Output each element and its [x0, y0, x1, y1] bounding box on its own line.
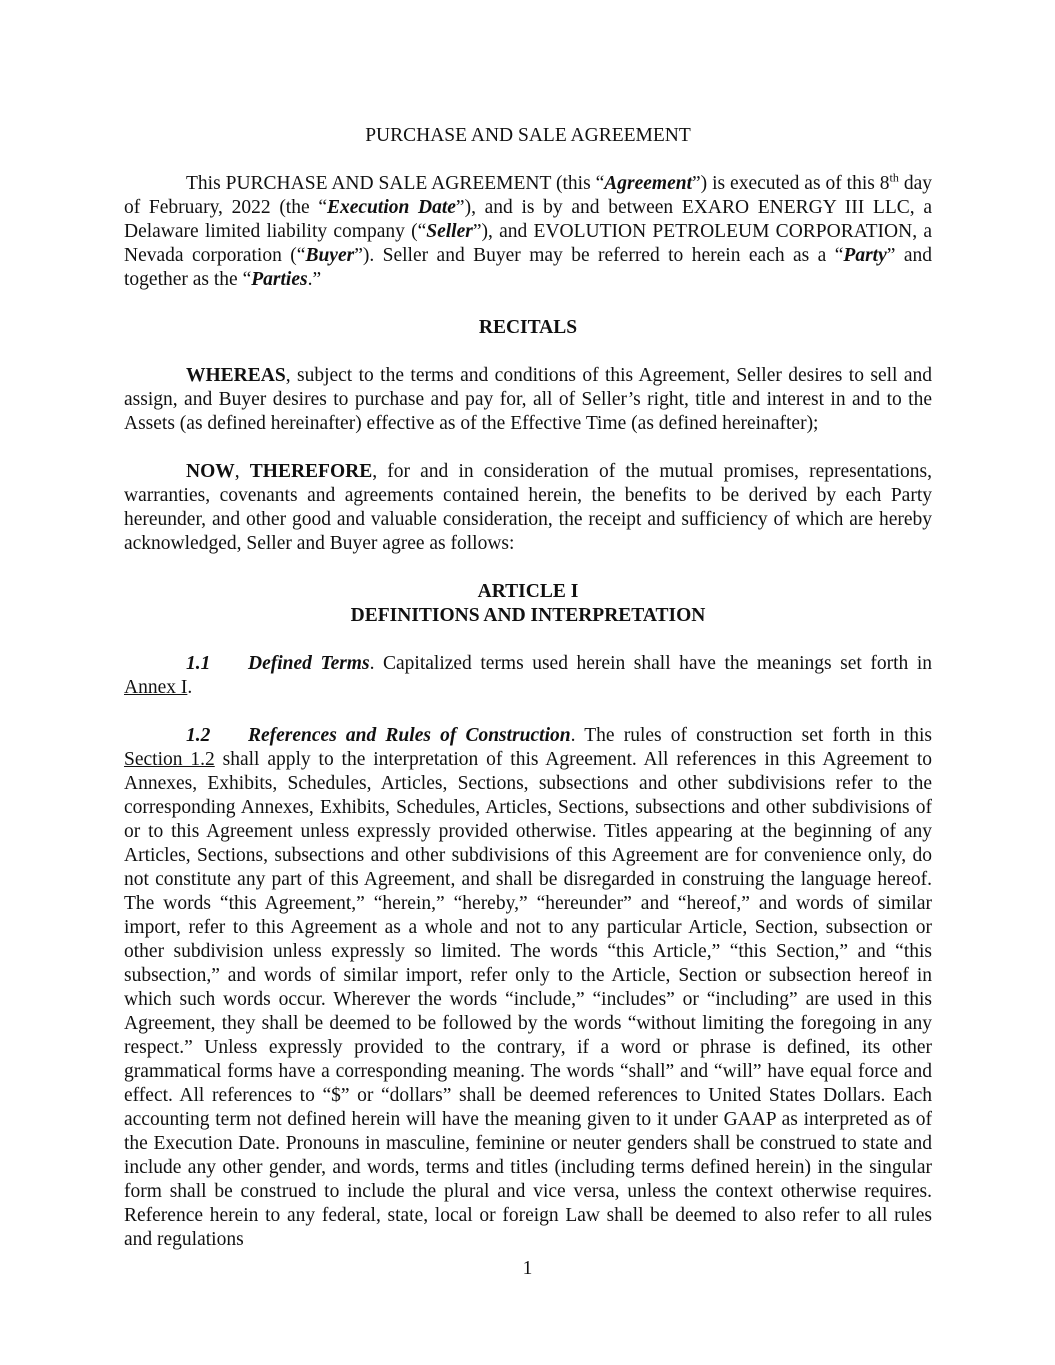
spacer	[124, 148, 932, 172]
defined-term-party: Party	[843, 245, 887, 266]
section-1-1	[124, 652, 932, 700]
section-reference: Section 1.2	[124, 749, 215, 770]
intro-paragraph	[124, 172, 932, 292]
section-title: References and Rules of Construction	[248, 725, 571, 746]
defined-term-buyer: Buyer	[305, 245, 355, 266]
now-therefore-text: , for and in consideration of the mutual promises, representations, warranties, covenants and agreements contained herein, the benefits to be derived by each Party hereunder, and other good and valuable consideration, the receipt and sufficiency of which are hereby acknowledged, Seller and Buyer agree as follows:	[124, 461, 932, 554]
section-number: 1.2	[186, 725, 211, 746]
section-number: 1.1	[186, 653, 211, 674]
whereas-text: , subject to the terms and conditions of this Agreement, Seller desires to sell and assign, and Buyer desires to purchase and pay for, all of Seller’s right, title and interest in and to the Assets (as defined hereinafter) effective as of the Effective Time (as defined hereinafter);	[124, 365, 932, 434]
article-title: DEFINITIONS AND INTERPRETATION	[350, 605, 706, 626]
therefore-lead: THEREFORE	[249, 461, 373, 482]
whereas-paragraph	[124, 364, 932, 436]
spacer	[124, 556, 932, 580]
spacer	[124, 436, 932, 460]
intro-text: ”) is executed as of this 8	[692, 173, 890, 194]
spacer	[124, 628, 932, 652]
defined-term-parties: Parties	[251, 269, 308, 290]
section-text: shall apply to the interpretation of this Agreement. All references in this Agreement to Annexes, Exhibits, Schedules, Articles, Sections, subsections and other subdivisions refer to the corresponding Annexes, Exhibits, Schedules, Articles, Sections, subsections and other subdivisions of or to this Agreement unless expressly provided otherwise. Titles appearing at the beginning of any Articles, Sections, subsections and other subdivisions of this Agreement are for convenience only, do not constitute any part of this Agreement, and shall be disregarded in construing the language hereof. The words “this Agreement,” “herein,” “hereby,” “hereunder” and “hereof,” and words of similar import, refer to this Agreement as a whole and not to any particular Article, Section, subsection or other subdivision unless expressly so limited. The words “this Article,” “this Section,” and “this subsection,” and words of similar import, refer only to the Article, Section or subsection hereof in which such words occur. Wherever the words “include,” “includes” or “including” are used in this Agreement, they shall be deemed to be followed by the words “without limiting the foregoing in any respect.” Unless expressly provided to the contrary, if a word or phrase is defined, its other grammatical forms have a corresponding meaning. The words “shall” and “will” have equal force and effect. All references to “$” or “dollars” shall be deemed references to United States Dollars. Each accounting term not defined herein will have the meaning given to it under GAAP as interpreted as of the Execution Date. Pronouns in masculine, feminine or neuter genders shall be construed to state and include any other gender, and words, terms and titles (including terms defined herein) in the singular form shall be construed to include the plural and vice versa, unless the context otherwise requires. Reference herein to any federal, state, local or foreign Law shall be deemed to also refer to all rules and regulations	[124, 749, 932, 1250]
document-title: PURCHASE AND SALE AGREEMENT	[365, 125, 691, 146]
document-page	[124, 124, 932, 1252]
defined-term-agreement: Agreement	[604, 173, 693, 194]
intro-text: This PURCHASE AND SALE AGREEMENT (this “	[186, 173, 605, 194]
intro-text: ”). Seller and Buyer may be referred to herein each as a “	[354, 245, 844, 266]
intro-text: .”	[307, 269, 322, 290]
intro-text: ” and together as the “	[124, 245, 932, 290]
section-text: . The rules of construction set forth in this	[570, 725, 932, 746]
section-title: Defined Terms	[248, 653, 370, 674]
separator-text: ,	[234, 461, 250, 482]
whereas-lead: WHEREAS	[186, 365, 286, 386]
intro-text: ”), and EVOLUTION PETROLEUM CORPORATION, a Nevada corporation (“	[124, 221, 932, 266]
defined-term-seller: Seller	[426, 221, 473, 242]
defined-term-execution-date: Execution Date	[326, 197, 456, 218]
spacer	[124, 700, 932, 724]
ordinal-suffix: th	[889, 170, 899, 185]
annex-reference: Annex I	[124, 677, 188, 698]
section-text: . Capitalized terms used herein shall have the meanings set forth in	[369, 653, 932, 674]
section-1-2	[124, 724, 932, 1252]
page-number: 1	[522, 1258, 533, 1279]
recitals-heading: RECITALS	[478, 317, 578, 338]
spacer	[124, 292, 932, 316]
intro-text: day of February, 2022 (the “	[124, 173, 932, 218]
article-number: ARTICLE I	[477, 581, 579, 602]
now-lead: NOW	[186, 461, 235, 482]
spacer	[124, 340, 932, 364]
now-therefore-paragraph	[124, 460, 932, 556]
intro-text: ”), and is by and between EXARO ENERGY III LLC, a Delaware limited liability company (“	[124, 197, 932, 242]
section-text: .	[187, 677, 193, 698]
